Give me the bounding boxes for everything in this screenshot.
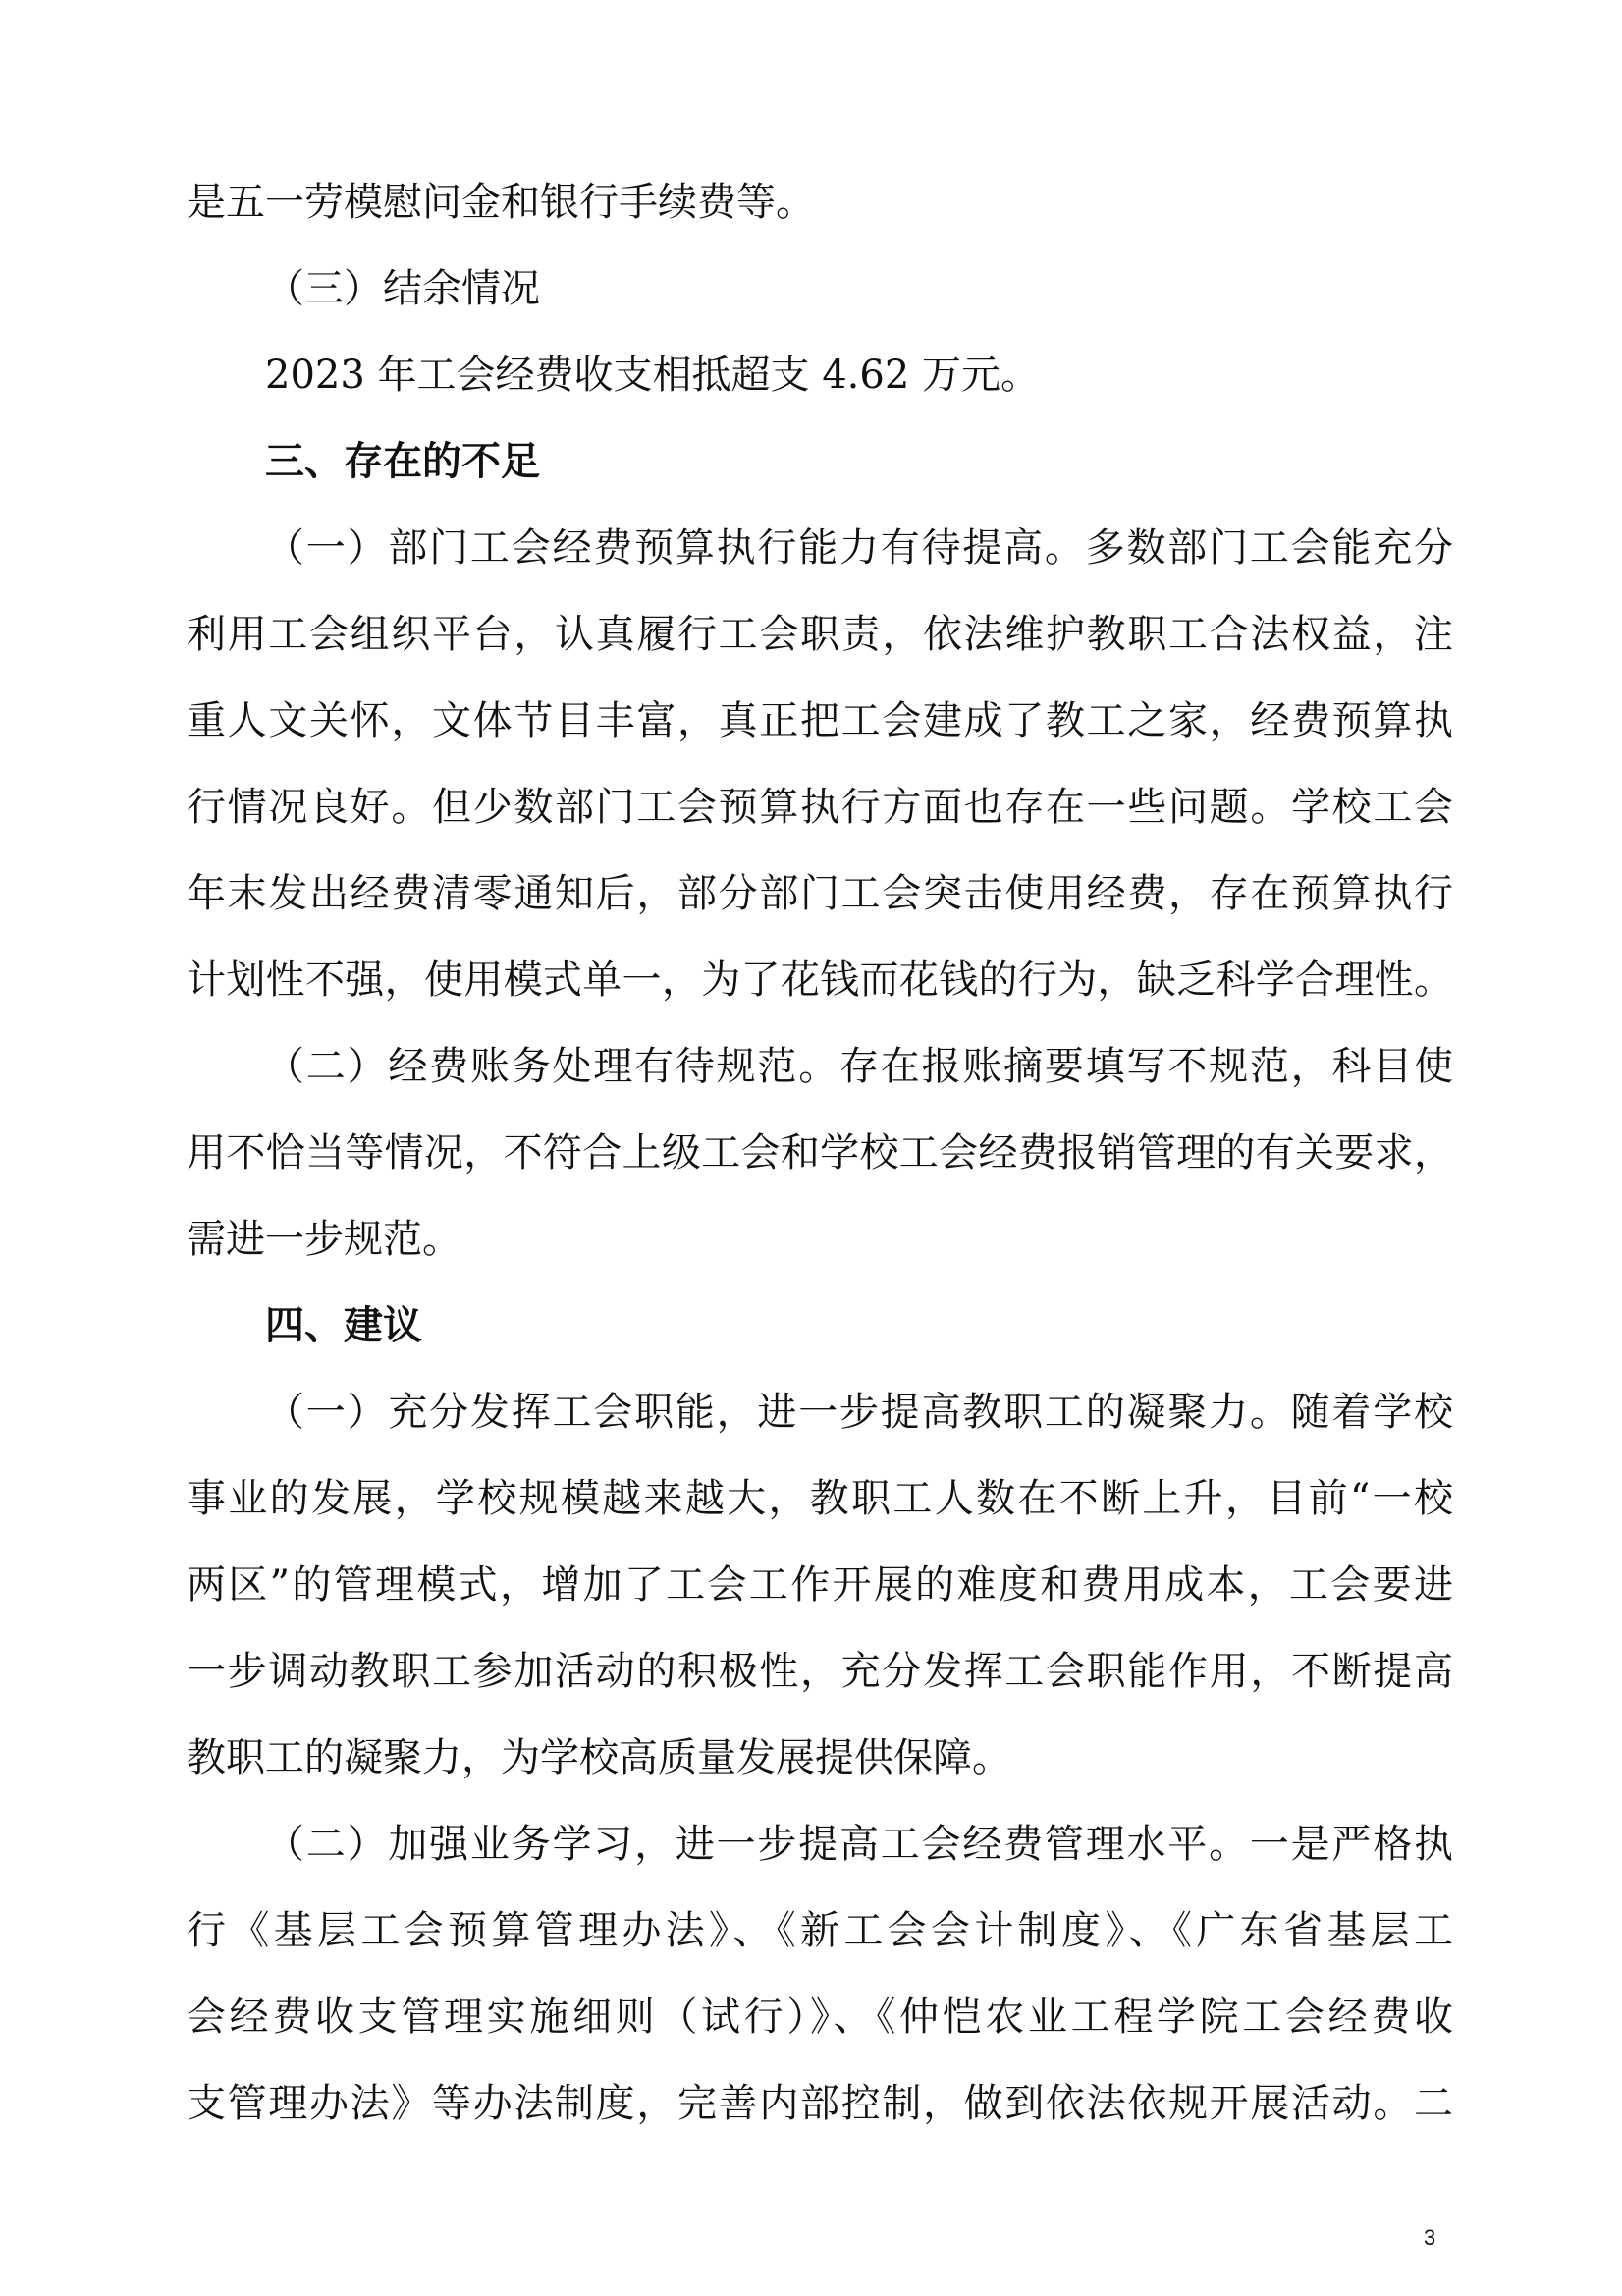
paragraph-line: （一）部门工会经费预算执行能力有待提高。多数部门工会能充分 — [265, 525, 1453, 571]
paragraph-line: 教职工的凝聚力，为学校高质量发展提供保障。 — [187, 1735, 1011, 1780]
paragraph-line: 用不恰当等情况，不符合上级工会和学校工会经费报销管理的有关要求， — [187, 1130, 1453, 1175]
paragraph-line: 年末发出经费清零通知后，部分部门工会突击使用经费，存在预算执行 — [187, 871, 1453, 916]
paragraph-line: 重人文关怀，文体节目丰富，真正把工会建成了教工之家，经费预算执 — [187, 698, 1453, 743]
text-line: 是五一劳模慰问金和银行手续费等。 — [187, 180, 815, 225]
paragraph-line: （二）加强业务学习，进一步提高工会经费管理水平。一是严格执 — [265, 1822, 1453, 1867]
paragraph-line: 事业的发展，学校规模越来越大，教职工人数在不断上升，目前“一校 — [187, 1476, 1453, 1521]
section-heading: 三、存在的不足 — [265, 439, 540, 484]
paragraph-line: 支管理办法》等办法制度，完善内部控制，做到依法依规开展活动。二 — [187, 2081, 1453, 2126]
paragraph-line: 一步调动教职工参加活动的积极性，充分发挥工会职能作用，不断提高 — [187, 1649, 1453, 1694]
paragraph-line: 两区”的管理模式，增加了工会工作开展的难度和费用成本，工会要进 — [187, 1562, 1453, 1608]
paragraph-line: （二）经费账务处理有待规范。存在报账摘要填写不规范，科目使 — [265, 1044, 1453, 1089]
paragraph-line: 计划性不强，使用模式单一，为了花钱而花钱的行为，缺乏科学合理性。 — [187, 957, 1453, 1003]
paragraph-line: 会经费收支管理实施细则（试行）》、《仲恺农业工程学院工会经费收 — [187, 1995, 1453, 2040]
paragraph-line: 利用工会组织平台，认真履行工会职责，依法维护教职工合法权益，注 — [187, 612, 1453, 657]
section-heading: 四、建议 — [265, 1303, 422, 1348]
paragraph-line: 行情况良好。但少数部门工会预算执行方面也存在一些问题。学校工会 — [187, 785, 1453, 830]
text-line: 2023 年工会经费收支相抵超支 4.62 万元。 — [265, 353, 1041, 398]
subsection-heading: （三）结余情况 — [265, 266, 540, 311]
page-number: 3 — [1424, 2225, 1436, 2250]
paragraph-line: 需进一步规范。 — [187, 1217, 461, 1262]
paragraph-line: 行《基层工会预算管理办法》、《新工会会计制度》、《广东省基层工 — [187, 1908, 1453, 1953]
paragraph-line: （一）充分发挥工会职能，进一步提高教职工的凝聚力。随着学校 — [265, 1390, 1453, 1435]
